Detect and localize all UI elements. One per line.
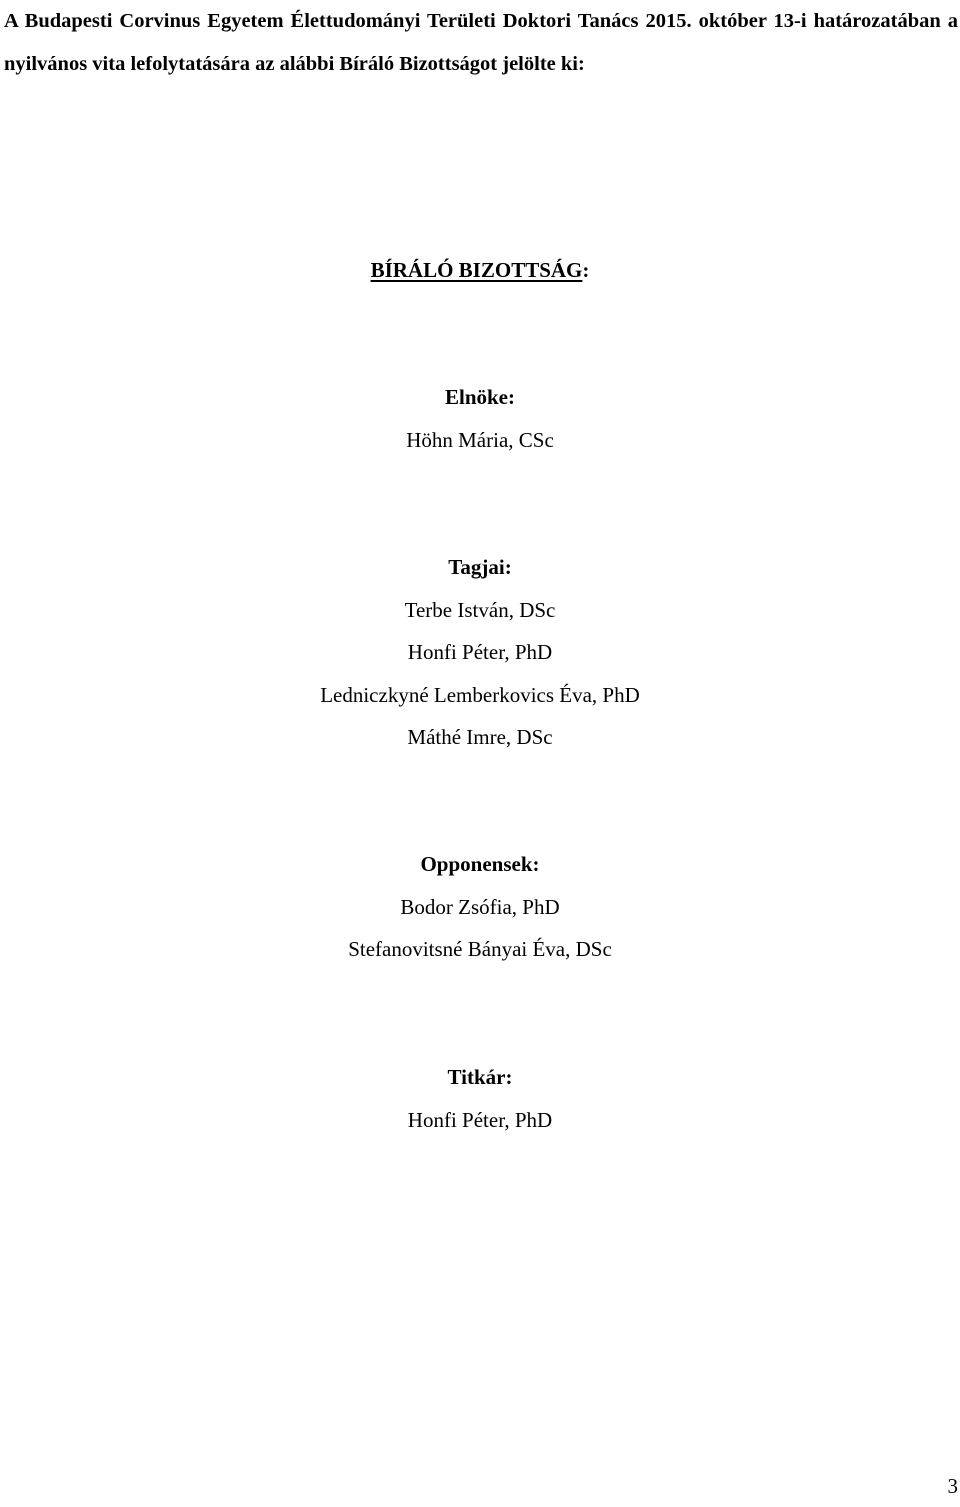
chair-section — [0, 376, 960, 461]
member-name: Máthé Imre, DSc — [407, 725, 553, 749]
chair-label: Elnöke: — [444, 385, 515, 409]
chair-name: Höhn Mária, CSc — [406, 427, 554, 452]
members-section — [0, 546, 960, 759]
member-name: Honfi Péter, PhD — [407, 640, 553, 664]
page-number: 3 — [947, 1474, 958, 1498]
committee-heading — [0, 254, 960, 286]
members-label: Tagjai: — [448, 555, 512, 579]
secretary-section — [0, 1056, 960, 1141]
committee-title: BÍRÁLÓ BIZOTTSÁG — [370, 258, 583, 282]
member-name: Ledniczkyné Lemberkovics Éva, PhD — [320, 682, 640, 707]
intro-paragraph: A Budapesti Corvinus Egyetem Élettudományi Területi Doktori Tanács 2015. október 13-i határozatában a nyilvános vita lefolytatására az alábbi Bíráló Bizottságot jelölte ki: — [4, 10, 958, 75]
committee-colon: : — [582, 258, 590, 282]
opponents-section — [0, 843, 960, 971]
secretary-label: Titkár: — [447, 1065, 513, 1089]
opponents-label: Opponensek: — [420, 852, 540, 876]
opponent-name: Bodor Zsófia, PhD — [400, 894, 560, 919]
member-name: Terbe István, DSc — [404, 597, 556, 622]
opponent-name: Stefanovitsné Bányai Éva, DSc — [348, 937, 612, 961]
secretary-name: Honfi Péter, PhD — [407, 1107, 553, 1132]
